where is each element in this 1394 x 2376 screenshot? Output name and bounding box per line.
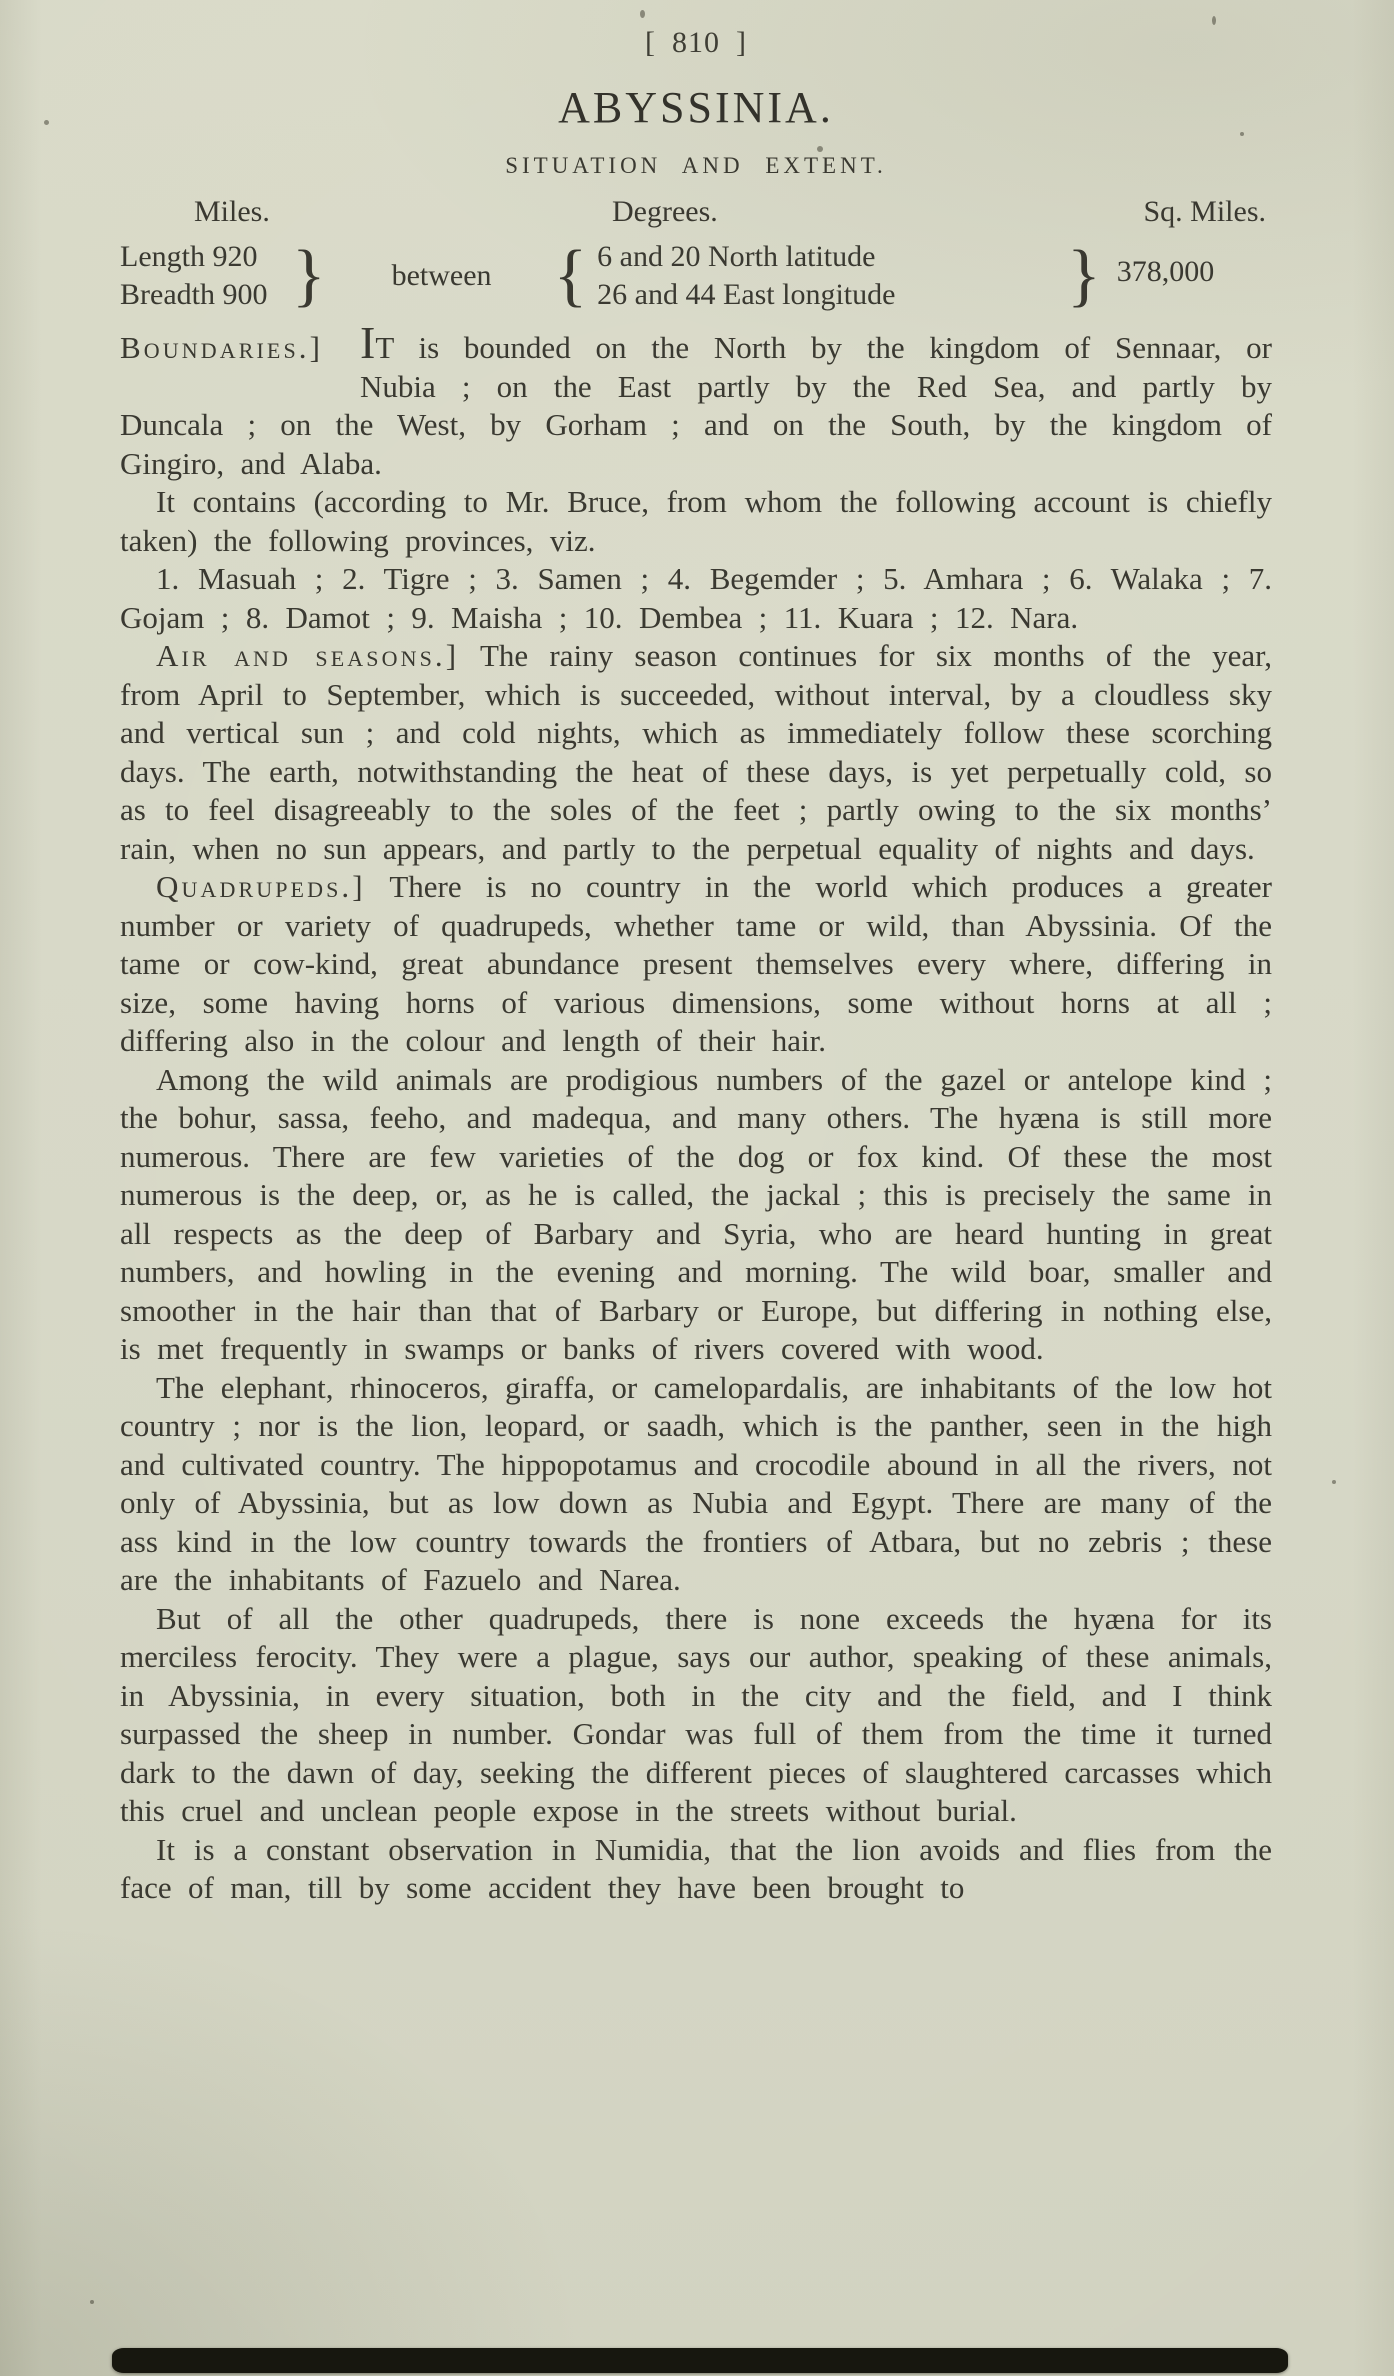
paragraph-boundaries (120, 317, 1272, 483)
paragraph-numidia (120, 1831, 1272, 1908)
paragraph-hyaena (120, 1600, 1272, 1831)
paragraph-wild-animals (120, 1061, 1272, 1369)
extent-col-sq-miles: Sq. Miles. (1143, 195, 1266, 228)
page-title: ABYSSINIA. (558, 83, 834, 132)
extent-area-value: 378,000 (1116, 255, 1215, 288)
lead-air-and-seasons: Air and seasons.] (156, 638, 460, 673)
section-heading: SITUATION AND EXTENT. (505, 153, 887, 178)
extent-col-miles: Miles. (194, 195, 270, 228)
extent-table (120, 195, 1272, 317)
page-number: [ 810 ] (645, 26, 747, 59)
brace-close2-icon: } (1067, 237, 1101, 314)
extent-table-body (120, 235, 1272, 317)
extent-table-headers (120, 195, 1272, 235)
scan-speck (90, 2300, 94, 2304)
paragraph-text: The rainy season continues for six months of the year, from April to September, which is succeeded, without interval, by a cloudless sky and vertical sun ; and cold nights, which as immediately follow these scorching days. The earth, notwithstanding the heat of these days, is yet perpetually cold, so as to feel disagreeably to the soles of the feet ; partly owing to the six months’ rain, when no sun appears, and partly to the perpetual equality of nights and days. (120, 638, 1272, 866)
extent-col-degrees: Degrees. (612, 195, 718, 228)
extent-dimensions (120, 238, 292, 314)
paragraph-air-and-seasons (120, 637, 1272, 868)
paragraph-text: There is no country in the world which produces a greater number or variety of quadrupeds, whether tame or wild, than Abyssinia. Of the tame or cow-kind, great abundance present themselves every where, differing in size, some having horns of various dimensions, some without horns at all ; differing also in the colour and length of their hair. (120, 869, 1272, 1058)
paragraph-elephant (120, 1369, 1272, 1600)
paragraph-contains (120, 483, 1272, 560)
extent-between-label: between (391, 259, 492, 292)
paragraph-text: Among the wild animals are prodigious numbers of the gazel or antelope kind ; the bohur, sassa, feeho, and madequa, and many others. The hyæna is still more numerous. There are few varieties of the dog or fox kind. Of these the most numerous is the deep, or, as he is called, the jackal ; this is precisely the same in all respects as the deep of Barbary and Syria, who are heard hunting in great numbers, and howling in the evening and morning. The wild boar, smaller and smoother in the hair than that of Barbary or Europe, but differing in nothing else, is met frequently in swamps or banks of rivers covered with wood. (120, 1061, 1272, 1366)
body-text (120, 317, 1272, 1908)
brace-close-icon: } (292, 237, 326, 314)
paragraph-text: T is bounded on the North by the kingdom of Sennaar, or Nubia ; on the East partly by the Red Sea, and partly by Duncala ; on the West, by Gorham ; and on the South, by the kingdom of Gingiro, and Alaba. (120, 330, 1272, 481)
extent-degrees (597, 238, 1067, 314)
paragraph-text: 1. Masuah ; 2. Tigre ; 3. Samen ; 4. Begemder ; 5. Amhara ; 6. Walaka ; 7. Gojam ; 8. Damot ; 9. Maisha ; 10. Dembea ; 11. Kuara ; 12. Nara. (120, 561, 1272, 635)
brace-open-icon: { (553, 237, 588, 314)
drop-initial: I (360, 317, 376, 368)
paragraph-text: But of all the other quadrupeds, there is none exceeds the hyæna for its merciless ferocity. They were a plague, says our author, speaking of these animals, in Abyssinia, in every situation, both in the city and the field, and I think surpassed the sheep in number. Gondar was full of them from the time it turned dark to the dawn of day, seeking the different pieces of slaughtered carcasses which this cruel and unclean people expose in the streets without burial. (120, 1600, 1272, 1828)
extent-longitude: 26 and 44 East longitude (597, 278, 896, 311)
extent-length: Length 920 (120, 240, 258, 273)
extent-latitude: 6 and 20 North latitude (597, 240, 876, 273)
paragraph-provinces (120, 560, 1272, 637)
extent-breadth: Breadth 900 (120, 278, 268, 311)
paragraph-text: It contains (according to Mr. Bruce, from whom the following account is chiefly taken) the following provinces, viz. (120, 484, 1272, 558)
paragraph-quadrupeds (120, 868, 1272, 1061)
scan-edge-artifact (112, 2348, 1288, 2373)
paragraph-text: The elephant, rhinoceros, giraffa, or camelopardalis, are inhabitants of the low hot country ; nor is the lion, leopard, or saadh, which is the panther, seen in the high and cultivated country. The hippopotamus and crocodile abound in all the rivers, not only of Abyssinia, but as low down as Nubia and Egypt. There are many of the ass kind in the low country towards the frontiers of Atbara, but no zebris ; these are the inhabitants of Fazuelo and Narea. (120, 1369, 1272, 1597)
lead-quadrupeds: Quadrupeds.] (156, 869, 366, 904)
lead-boundaries: Boundaries.] (120, 330, 324, 365)
paragraph-text: It is a constant observation in Numidia, that the lion avoids and flies from the face of man, till by some accident they have been brought to (120, 1831, 1272, 1905)
